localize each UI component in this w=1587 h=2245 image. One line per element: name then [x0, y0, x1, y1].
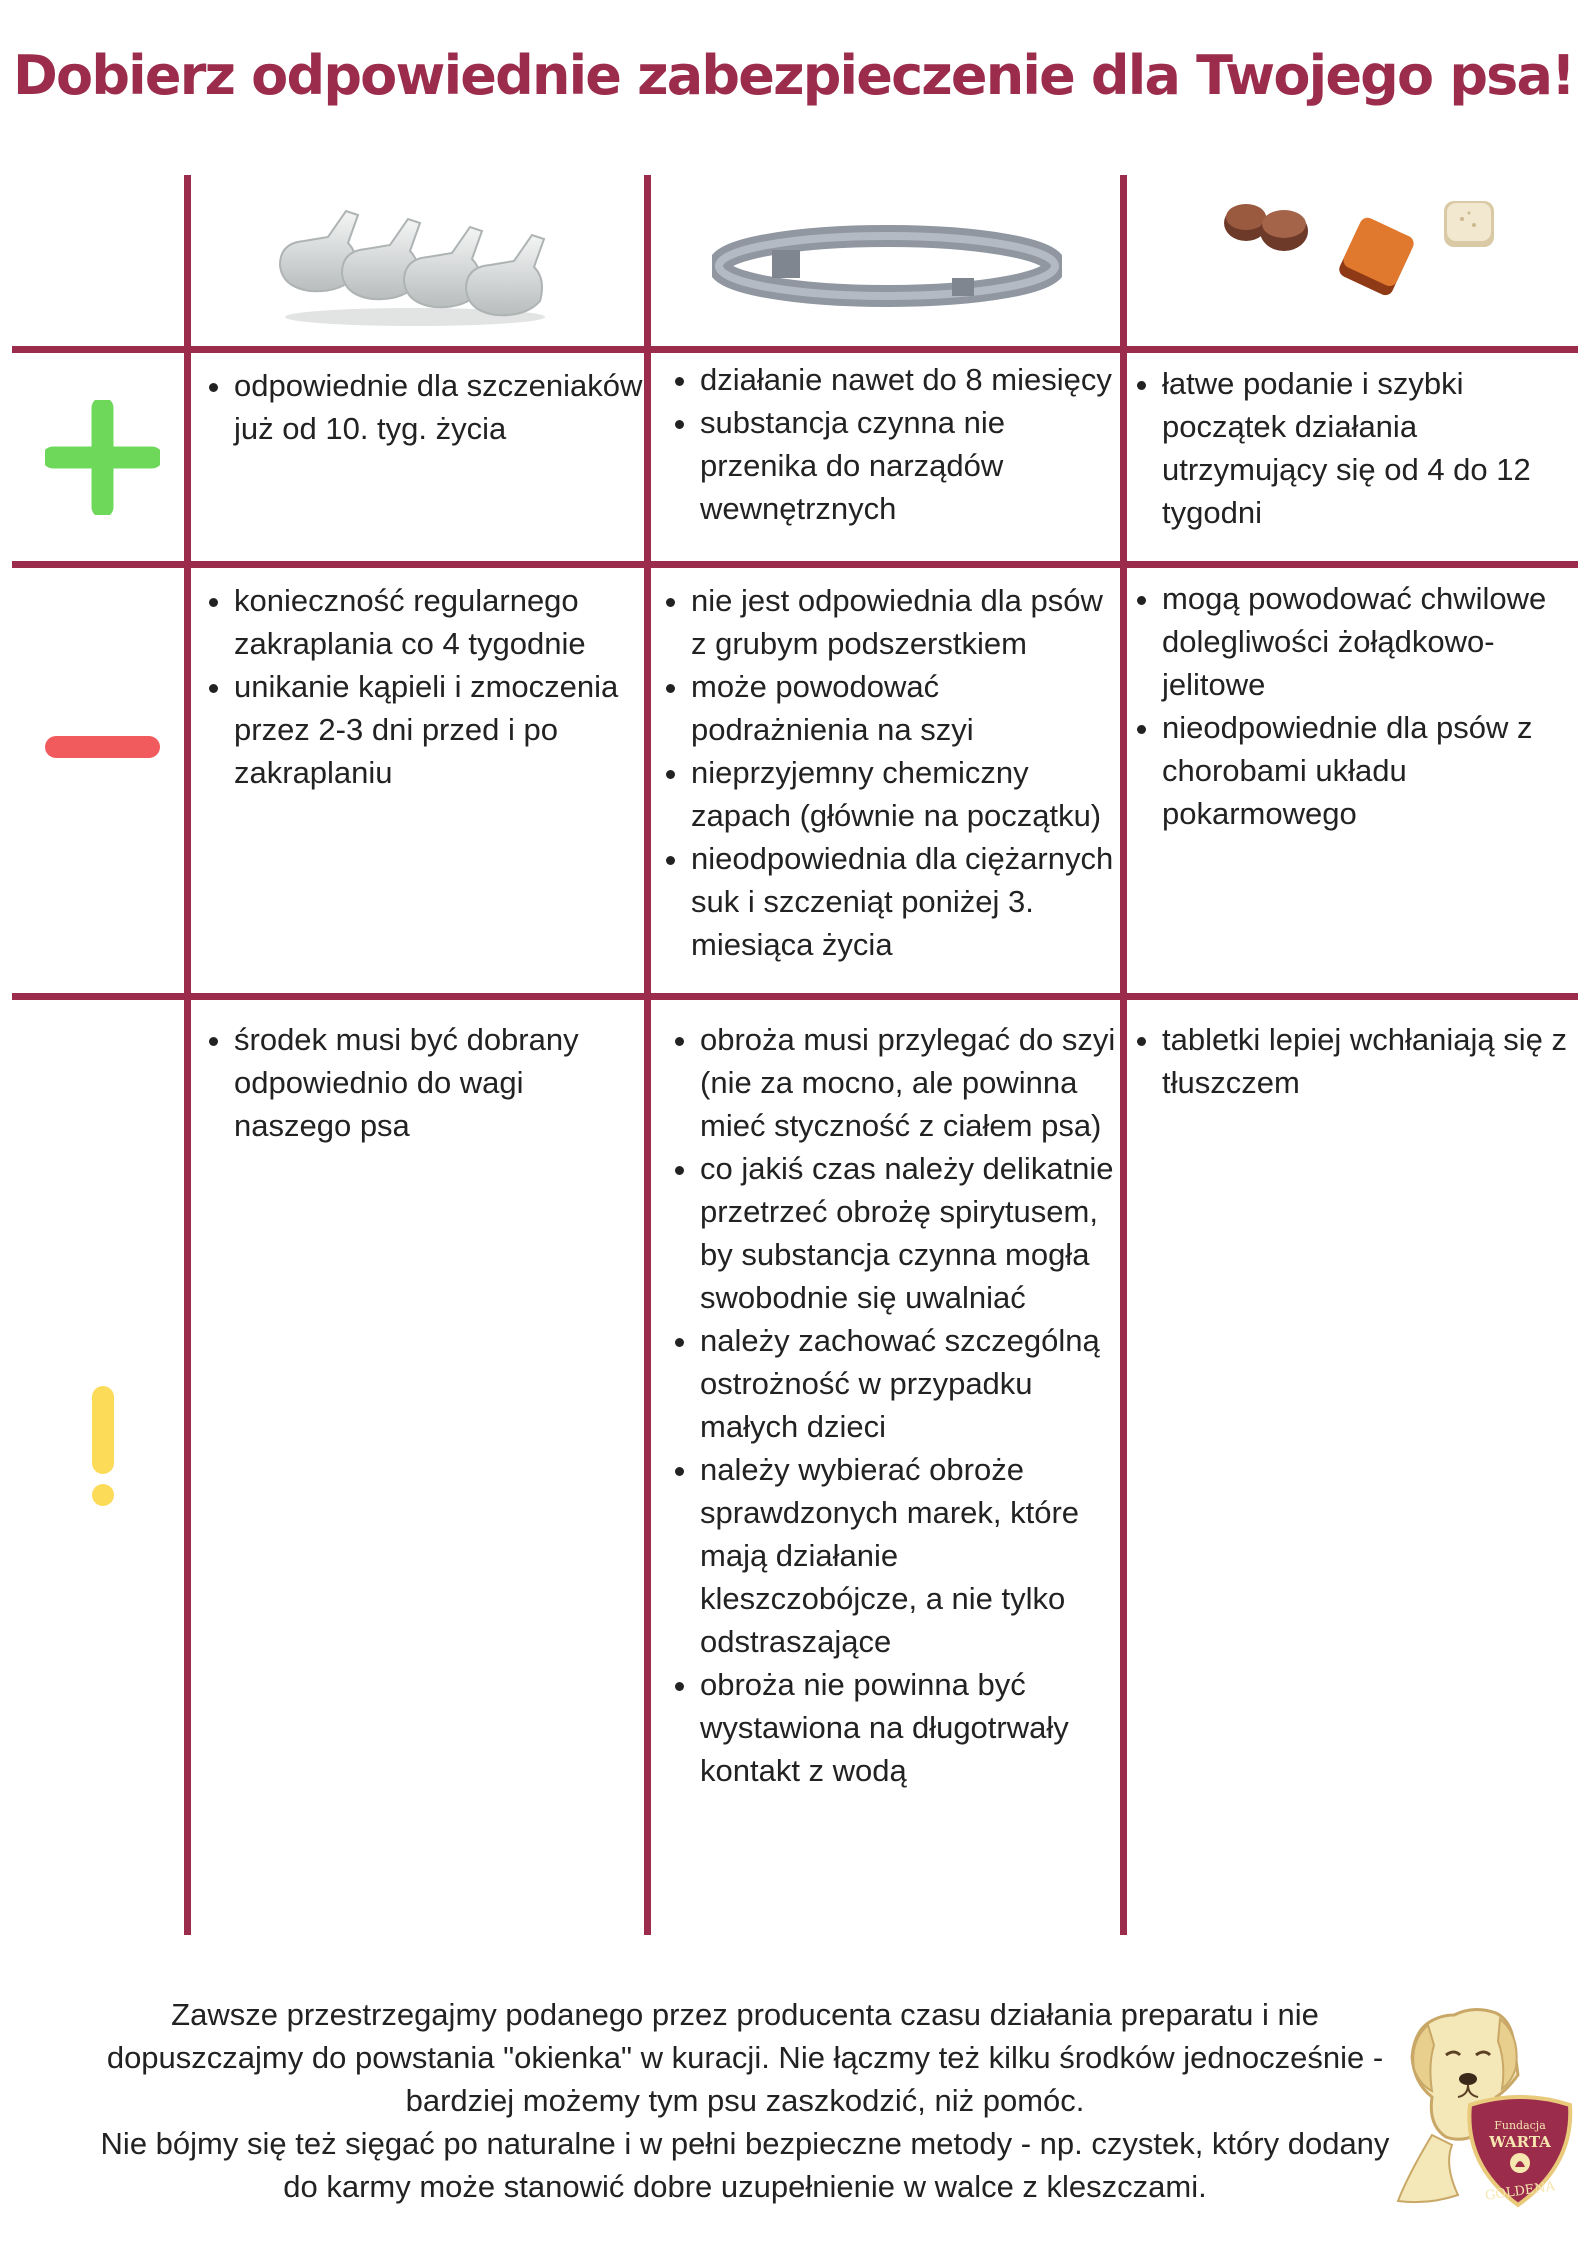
collar-icon: [712, 220, 1062, 310]
cons-cell-tablets: [1127, 577, 1572, 835]
grid-horizontal-line-2: [12, 561, 1578, 568]
list-item: • co jakiś czas należy delikatnie przetrzeć obrożę spirytusem, by substancja czynna mogła swobodnie się uwalniać: [700, 1147, 1119, 1319]
logo-text-line1: Fundacja: [1494, 2119, 1546, 2132]
warnings-list-tablets: [1127, 1018, 1577, 1104]
list-item: • nieodpowiednie dla psów z chorobami układu pokarmowego: [1162, 706, 1572, 835]
footer-paragraph-1: Zawsze przestrzegajmy podanego przez producenta czasu działania preparatu i nie dopuszczajmy do powstania "okienka" w kuracji. Nie łączmy też kilku środków jednocześnie - bardziej możemy tym psu zaszkodzić, niż pomóc.: [106, 1997, 1384, 2118]
cons-list-collar: [655, 579, 1118, 966]
tablets-icon: [1222, 195, 1502, 305]
warnings-cell-collar: [664, 1018, 1119, 1792]
list-item: • działanie nawet do 8 miesięcy: [700, 358, 1119, 401]
pros-list-tablets: [1127, 362, 1575, 534]
list-item: • łatwe podanie i szybki początek działania utrzymujący się od 4 do 12 tygodni: [1162, 362, 1557, 534]
list-item: • należy wybierać obroże sprawdzonych marek, które mają działanie kleszczobójcze, a nie tylko odstraszające: [700, 1448, 1119, 1663]
list-item: • obroża nie powinna być wystawiona na długotrwały kontakt z wodą: [700, 1663, 1119, 1792]
footer-note: [90, 1993, 1400, 2208]
list-item: • nie jest odpowiednia dla psów z grubym podszerstkiem: [691, 579, 1118, 665]
cons-list-tablets: [1127, 577, 1572, 835]
list-item: • konieczność regularnego zakraplania co 4 tygodnie: [234, 579, 638, 665]
pros-cell-spot-on: [198, 364, 643, 450]
pros-cell-tablets: [1127, 362, 1575, 534]
cons-list-spot-on: [198, 579, 638, 794]
minus-icon: [45, 733, 160, 761]
pros-list-collar: [664, 358, 1119, 530]
list-item: • mogą powodować chwilowe dolegliwości żołądkowo-jelitowe: [1162, 577, 1572, 706]
grid-horizontal-line-1: [12, 346, 1578, 353]
list-item: • unikanie kąpieli i zmoczenia przez 2-3 dni przed i po zakraplaniu: [234, 665, 638, 794]
grid-horizontal-line-3: [12, 993, 1578, 1000]
list-item: • substancja czynna nie przenika do narządów wewnętrznych: [700, 401, 1119, 530]
logo-text-line2: WARTA: [1489, 2133, 1551, 2151]
warnings-list-collar: [664, 1018, 1119, 1792]
list-item: • obroża musi przylegać do szyi (nie za mocno, ale powinna mieć styczność z ciałem psa): [700, 1018, 1119, 1147]
list-item: • nieprzyjemny chemiczny zapach (głównie na początku): [691, 751, 1118, 837]
logo-text-line3: GOLDENA: [1484, 2179, 1556, 2204]
warnings-cell-tablets: [1127, 1018, 1577, 1104]
grid-vertical-line-3: [1120, 175, 1127, 1935]
warnings-list-spot-on: [198, 1018, 618, 1147]
grid-vertical-line-2: [644, 175, 651, 1935]
list-item: • tabletki lepiej wchłaniają się z tłuszczem: [1162, 1018, 1577, 1104]
plus-icon: [45, 400, 160, 515]
list-item: • może powodować podrażnienia na szyi: [691, 665, 1118, 751]
list-item: • odpowiednie dla szczeniaków już od 10. tyg. życia: [234, 364, 643, 450]
warnings-cell-spot-on: [198, 1018, 618, 1147]
foundation-logo-icon: [1388, 2005, 1578, 2210]
list-item: • należy zachować szczególną ostrożność w przypadku małych dzieci: [700, 1319, 1119, 1448]
grid-vertical-line-1: [184, 175, 191, 1935]
list-item: • środek musi być dobrany odpowiednio do wagi naszego psa: [234, 1018, 618, 1147]
cons-cell-spot-on: [198, 579, 638, 794]
pros-cell-collar: [664, 358, 1119, 530]
page-title: Dobierz odpowiednie zabezpieczenie dla Twojego psa!: [13, 44, 1574, 107]
pros-list-spot-on: [198, 364, 643, 450]
exclamation-icon: [85, 1385, 121, 1510]
pipette-icon: [270, 205, 560, 330]
list-item: • nieodpowiednia dla ciężarnych suk i szczeniąt poniżej 3. miesiąca życia: [691, 837, 1118, 966]
cons-cell-collar: [655, 579, 1118, 966]
footer-paragraph-2: Nie bójmy się też sięgać po naturalne i w pełni bezpieczne metody - np. czystek, który dodany do karmy może stanowić dobre uzupełnienie w walce z kleszczami.: [100, 2126, 1390, 2204]
